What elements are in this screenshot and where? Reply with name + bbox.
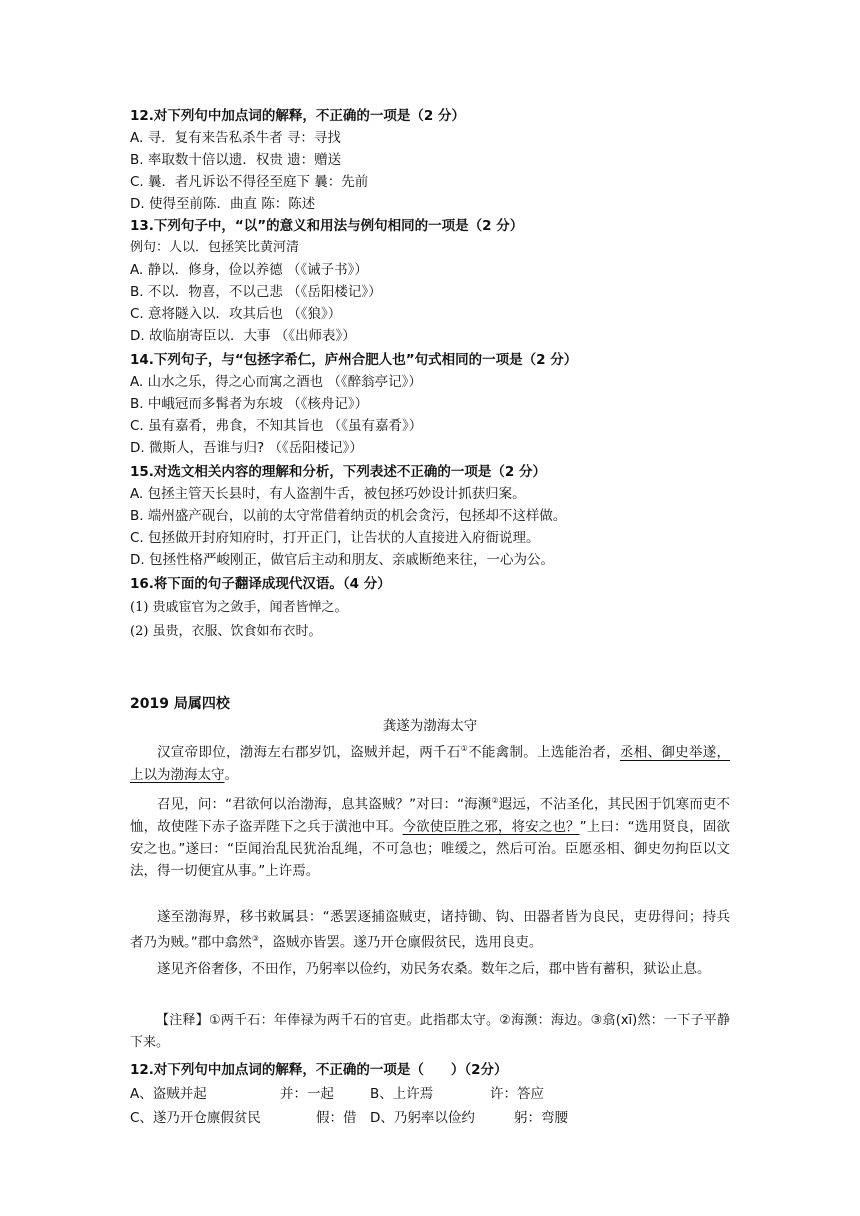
q13-option-c: C. 意将隧入以．攻其后也 （《狼》） <box>130 306 342 322</box>
underlined-sentence-2: 今欲使臣胜之邪，将安之也？ <box>402 818 580 835</box>
question-15-stem: 15.对选文相关内容的理解和分析，下列表述不正确的一项是（2 分） <box>130 464 547 480</box>
passage-paragraph-2: 召见，问：“君欲何以治渤海，息其盗贼？”对曰：“海濒②遐远，不沾圣化，其民困于饥寒而吏不恤，故使陛下赤子盗弄陛下之兵于潢池中耳。今欲使臣胜之邪，将安之也？”上曰：“选用贤良，固欲安之也。”遂曰：“臣闻治乱民犹治乱绳，不可急也；唯缓之，然后可治。臣愿丞相、御史勿拘臣以文法，得一切便宜从事。”上许焉。 <box>130 796 731 879</box>
q13-option-b: B. 不以．物喜，不以己悲 （《岳阳楼记》） <box>130 284 382 300</box>
question-14-stem: 14.下列句子，与“包拯字希仁，庐州合肥人也”句式相同的一项是（2 分） <box>130 352 578 368</box>
q14-option-a: A. 山水之乐，得之心而寓之酒也 （《醉翁亭记》） <box>130 374 422 390</box>
passage-title: 龚遂为渤海太守 <box>382 718 478 734</box>
option-a-gloss: 并：一起 <box>280 1086 334 1102</box>
footnote-ref-3: ③ <box>251 934 259 943</box>
footnote-ref-1: ① <box>460 744 469 753</box>
q12-option-d: D. 使得至前陈．曲直 陈：陈述 <box>130 196 316 212</box>
footnote-ref-2: ② <box>491 796 499 805</box>
part2-q12-row-2 <box>130 1108 568 1128</box>
q13-example: 例句：人以．包拯笑比黄河清 <box>130 240 300 255</box>
option-d-text: D、乃躬率以俭约 <box>370 1110 475 1126</box>
q14-option-d: D. 微斯人，吾谁与归? （《岳阳楼记》） <box>130 440 363 456</box>
option-d-gloss: 躬：弯腰 <box>514 1110 568 1126</box>
option-c-gloss: 假：借 <box>316 1110 357 1126</box>
q16-item-1: (1) 贵戚宦官为之敛手，闻者皆惮之。 <box>130 600 348 615</box>
q15-option-d: D. 包拯性格严峻刚正，做官后主动和朋友、亲戚断绝来往，一心为公。 <box>130 552 554 568</box>
q15-option-c: C. 包拯做开封府知府时，打开正门，让告状的人直接进入府衙说理。 <box>130 530 540 546</box>
q13-option-a: A. 静以．修身，俭以养德 （《诫子书》） <box>130 262 368 278</box>
q12-option-c: C. 曩．者凡诉讼不得径至庭下 曩：先前 <box>130 174 369 190</box>
underlined-sentence-1: 丞相、御史举遂，上以为渤海太守 <box>130 744 731 783</box>
passage-paragraph-3: 遂至渤海界，移书敕属县：“悉罢逐捕盗贼吏，诸持锄、钩、田器者皆为良民，吏毋得问；持兵者乃为贼。”郡中翕然③，盗贼亦皆罢。遂乃开仓廪假贫民，选用良吏。 <box>130 909 730 951</box>
option-b-text: B、上许焉 <box>370 1086 434 1102</box>
question-12-stem: 12.对下列句中加点词的解释，不正确的一项是（2 分） <box>130 108 466 124</box>
passage-paragraph-4: 遂见齐俗奢侈，不田作，乃躬率以俭约，劝民务农桑。数年之后，郡中皆有蓄积，狱讼止息。 <box>157 961 711 977</box>
footnotes: 【注释】①两千石：年俸禄为两千石的官吏。此指郡太守。②海濒：海边。③翕(xī)然：一下子平静下来。 <box>130 1013 730 1050</box>
passage-paragraph-1: 汉宣帝即位，渤海左右郡岁饥，盗贼并起，两千石①不能禽制。上选能治者，丞相、御史举遂，上以为渤海太守。 <box>130 744 731 783</box>
option-a-text: A、盗贼并起 <box>130 1086 207 1102</box>
q16-item-2: (2) 虽贵，衣服、饮食如布衣时。 <box>130 624 322 639</box>
part2-q12-row-1 <box>130 1084 544 1104</box>
q14-option-b: B. 中峨冠而多髯者为东坡 （《核舟记》） <box>130 396 369 412</box>
q15-option-a: A. 包拯主管天长县时，有人盗割牛舌，被包拯巧妙设计抓获归案。 <box>130 486 526 502</box>
question-16-stem: 16.将下面的句子翻译成现代汉语。（4 分） <box>130 576 391 592</box>
section-heading: 2019 局属四校 <box>130 696 230 712</box>
option-c-text: C、遂乃开仓廪假贫民 <box>130 1110 261 1126</box>
question-13-stem: 13.下列句子中，“以”的意义和用法与例句相同的一项是（2 分） <box>130 218 524 234</box>
q14-option-c: C. 虽有嘉肴，弗食，不知其旨也 （《虽有嘉肴》） <box>130 418 423 434</box>
q15-option-b: B. 端州盛产砚台，以前的太守常借着纳贡的机会贪污，包拯却不这样做。 <box>130 508 567 524</box>
q13-option-d: D. 故临崩寄臣以．大事 （《出师表》） <box>130 328 356 344</box>
q12-option-b: B. 率取数十倍以遗．权贵 遗：赠送 <box>130 152 342 168</box>
option-b-gloss: 许：答应 <box>490 1086 544 1102</box>
q12-option-a: A. 寻．复有来告私杀牛者 寻：寻找 <box>130 130 341 146</box>
part2-question-12-stem: 12.对下列句中加点词的解释，不正确的一项是（ ）（2分） <box>130 1062 508 1078</box>
